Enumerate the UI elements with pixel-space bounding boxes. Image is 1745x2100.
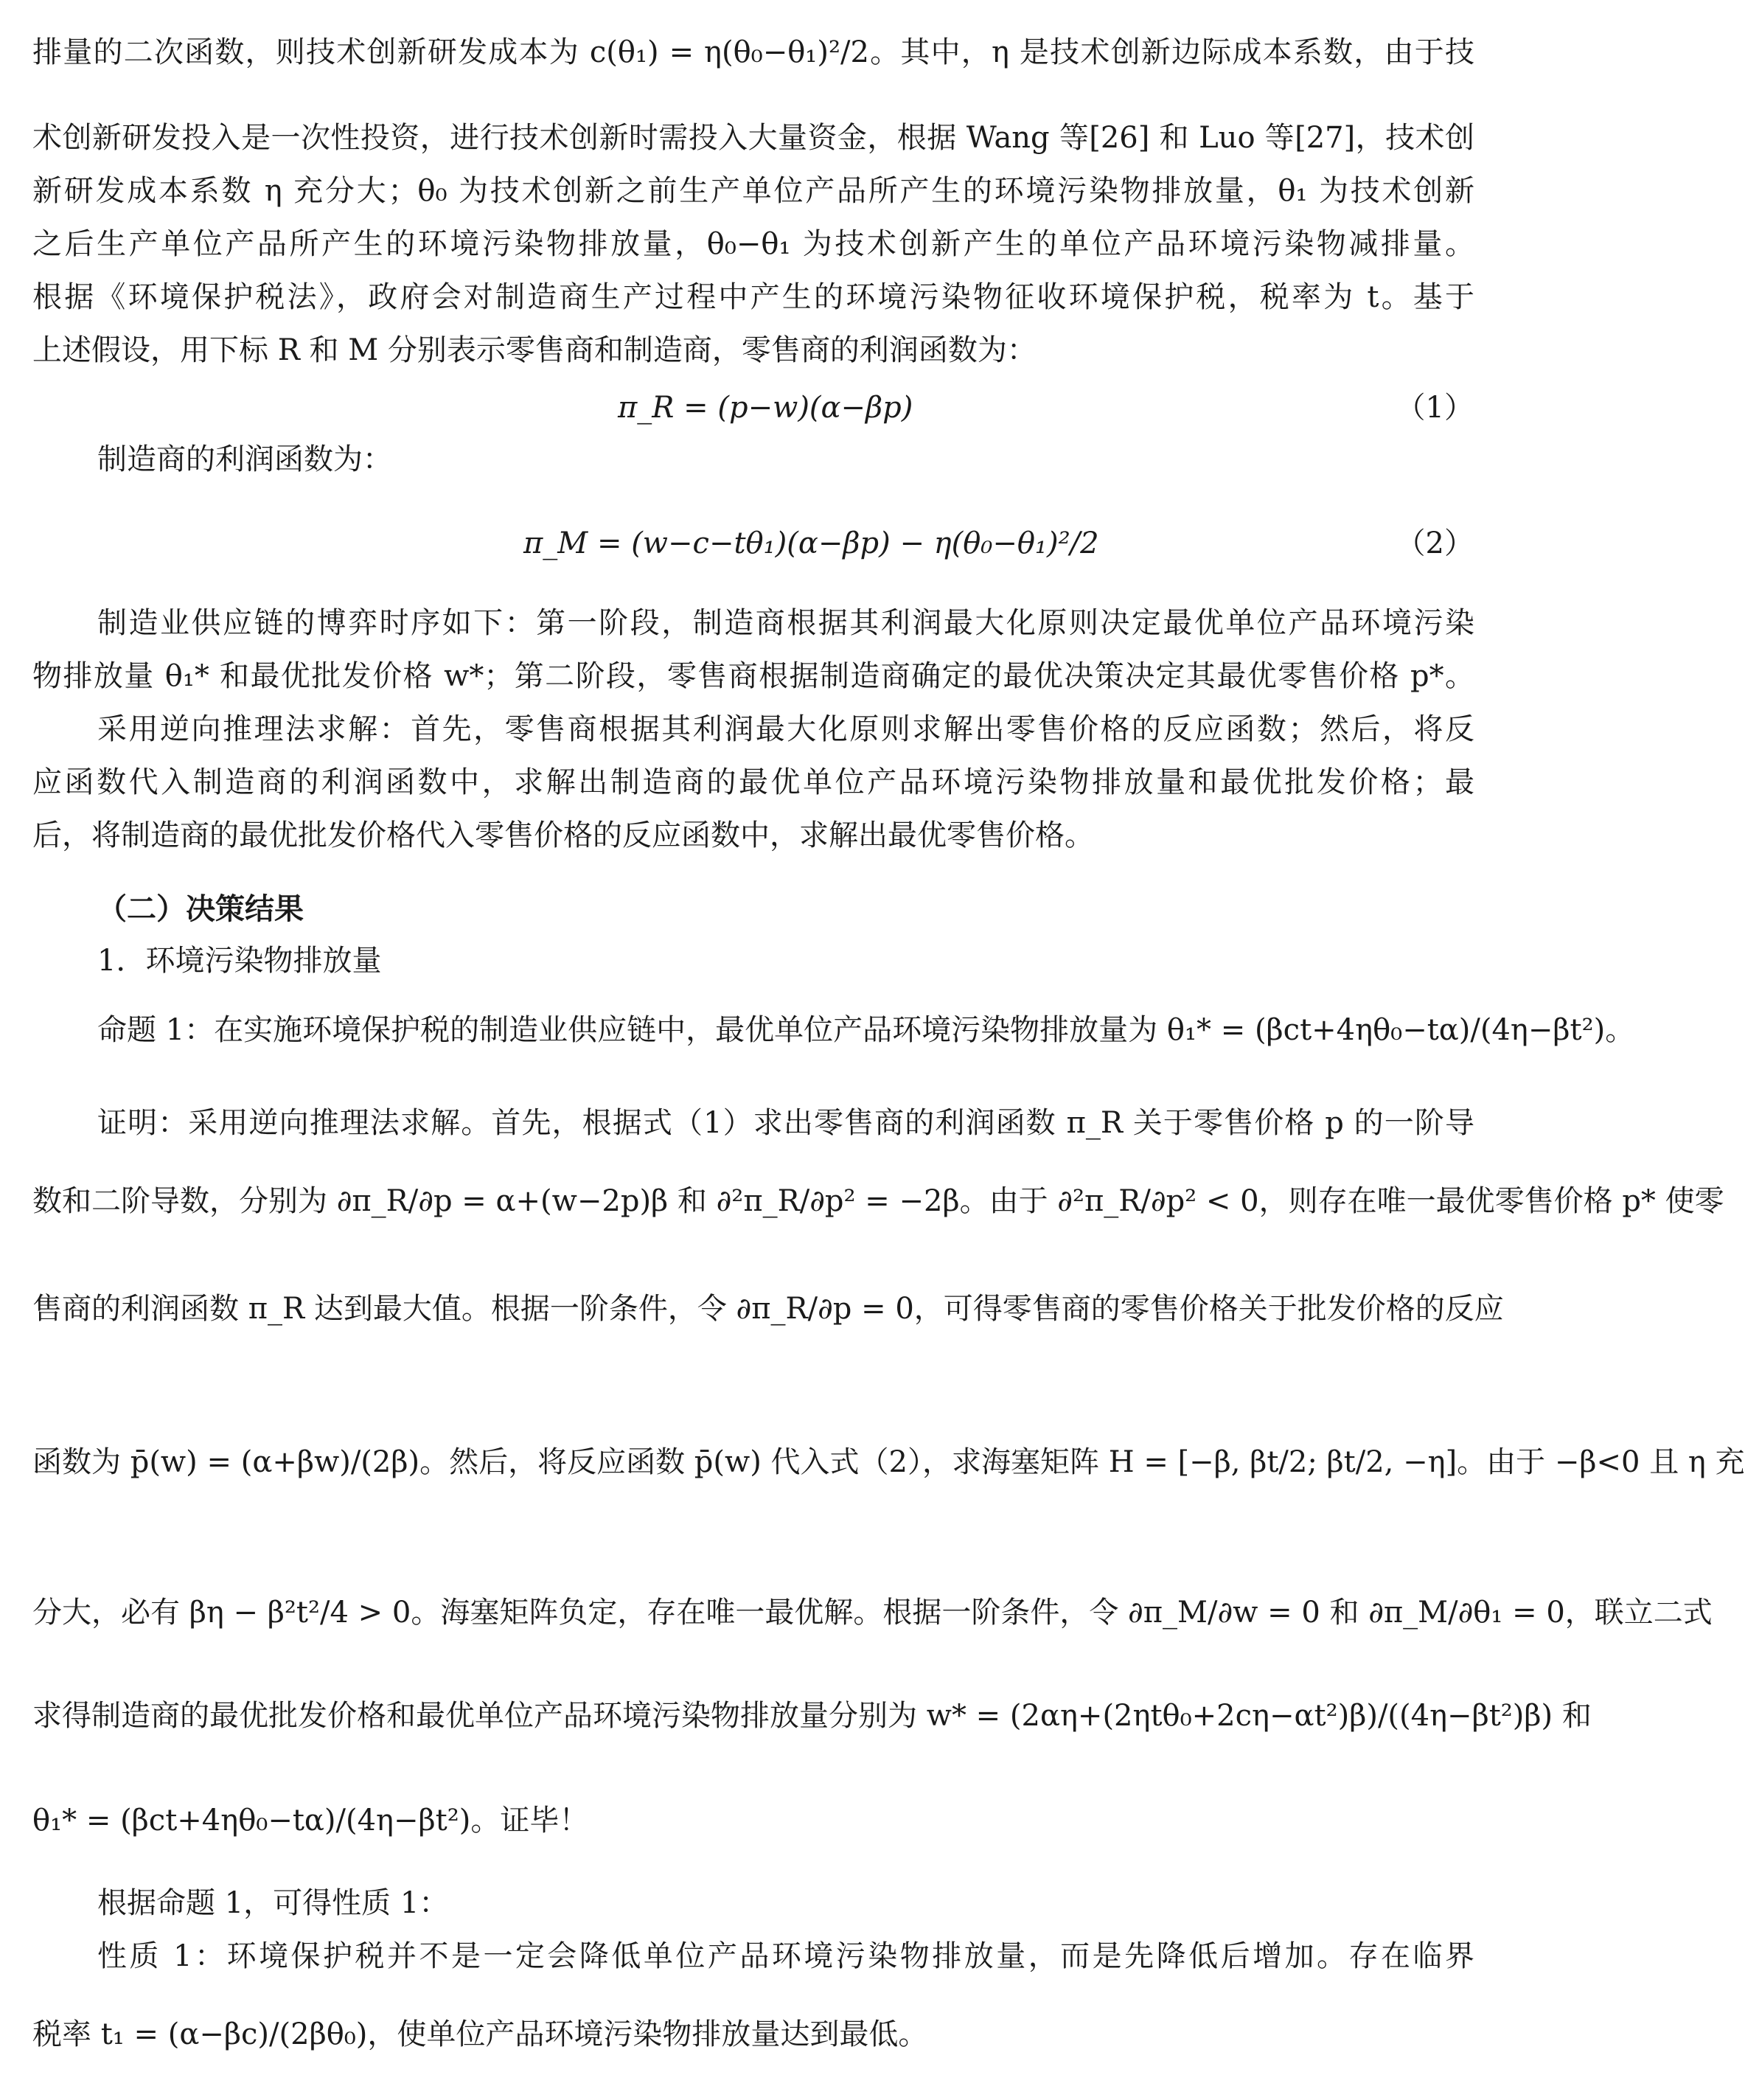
text-line: 性质 1：环境保护税并不是一定会降低单位产品环境污染物排放量，而是先降低后增加。存在临界 <box>97 1939 1474 1973</box>
text-line: 命题 1：在实施环境保护税的制造业供应链中，最优单位产品环境污染物排放量为 θ₁* = (βct+4ηθ₀−tα)/(4η−βt²)。 <box>97 1013 1635 1047</box>
text-line: 售商的利润函数 π_R 达到最大值。根据一阶条件，令 ∂π_R/∂p = 0，可得零售商的零售价格关于批发价格的反应 <box>32 1292 1504 1326</box>
text-line: 物排放量 θ₁* 和最优批发价格 w*；第二阶段，零售商根据制造商确定的最优决策决定其最优零售价格 p*。 <box>32 659 1474 693</box>
text-line: 制造商的利润函数为： <box>97 442 392 476</box>
text-line: 上述假设，用下标 R 和 M 分别表示零售商和制造商，零售商的利润函数为： <box>32 333 1037 367</box>
equation-number-2: （2） <box>1396 526 1474 560</box>
text-line: 求得制造商的最优批发价格和最优单位产品环境污染物排放量分别为 w* = (2αη+(2ηtθ₀+2cη−αt²)β)/((4η−βt²)β) 和 <box>32 1699 1592 1733</box>
text-line: 应函数代入制造商的利润函数中，求解出制造商的最优单位产品环境污染物排放量和最优批发价格；最 <box>32 765 1474 799</box>
subsection-title: 1．环境污染物排放量 <box>97 944 382 978</box>
text-line: 根据《环境保护税法》，政府会对制造商生产过程中产生的环境污染物征收环境保护税，税率为 t。基于 <box>32 280 1474 314</box>
text-line: 根据命题 1，可得性质 1： <box>97 1886 449 1920</box>
equation-number-1: （1） <box>1396 391 1474 425</box>
text-line: 分大，必有 βη − β²t²/4 > 0。海塞矩阵负定，存在唯一最优解。根据一阶条件，令 ∂π_M/∂w = 0 和 ∂π_M/∂θ₁ = 0，联立二式 <box>32 1596 1713 1630</box>
equation-2: π_M = (w−c−tθ₁)(α−βp) − η(θ₀−θ₁)²/2 <box>523 526 1099 560</box>
text-line: 数和二阶导数，分别为 ∂π_R/∂p = α+(w−2p)β 和 ∂²π_R/∂p² = −2β。由于 ∂²π_R/∂p² < 0，则存在唯一最优零售价格 p* 使零 <box>32 1184 1724 1218</box>
text-line: 函数为 p̄(w) = (α+βw)/(2β)。然后，将反应函数 p̄(w) 代入式（2），求海塞矩阵 H = [−β, βt/2; βt/2, −η]。由于 −β<0 且 η 充 <box>32 1445 1745 1479</box>
text-line: 证明：采用逆向推理法求解。首先，根据式（1）求出零售商的利润函数 π_R 关于零售价格 p 的一阶导 <box>97 1106 1474 1140</box>
section-heading: （二）决策结果 <box>97 892 304 926</box>
text-line: 术创新研发投入是一次性投资，进行技术创新时需投入大量资金，根据 Wang 等[26] 和 Luo 等[27]，技术创 <box>32 121 1474 155</box>
text-line: 之后生产单位产品所产生的环境污染物排放量，θ₀−θ₁ 为技术创新产生的单位产品环境污染物减排量。 <box>32 227 1474 261</box>
equation-1: π_R = (p−w)(α−βp) <box>618 391 913 425</box>
text-line: 采用逆向推理法求解：首先，零售商根据其利润最大化原则求解出零售价格的反应函数；然后，将反 <box>97 712 1474 746</box>
text-line: 税率 t₁ = (α−βc)/(2βθ₀)，使单位产品环境污染物排放量达到最低。 <box>32 2017 928 2051</box>
text-line: 后，将制造商的最优批发价格代入零售价格的反应函数中，求解出最优零售价格。 <box>32 818 1094 852</box>
text-line: θ₁* = (βct+4ηθ₀−tα)/(4η−βt²)。证毕！ <box>32 1804 589 1838</box>
text-line: 制造业供应链的博弈时序如下：第一阶段，制造商根据其利润最大化原则决定最优单位产品环境污染 <box>97 606 1474 640</box>
text-line: 新研发成本系数 η 充分大；θ₀ 为技术创新之前生产单位产品所产生的环境污染物排放量，θ₁ 为技术创新 <box>32 174 1474 208</box>
text-line: 排量的二次函数，则技术创新研发成本为 c(θ₁) = η(θ₀−θ₁)²/2。其中，η 是技术创新边际成本系数，由于技 <box>32 35 1474 69</box>
